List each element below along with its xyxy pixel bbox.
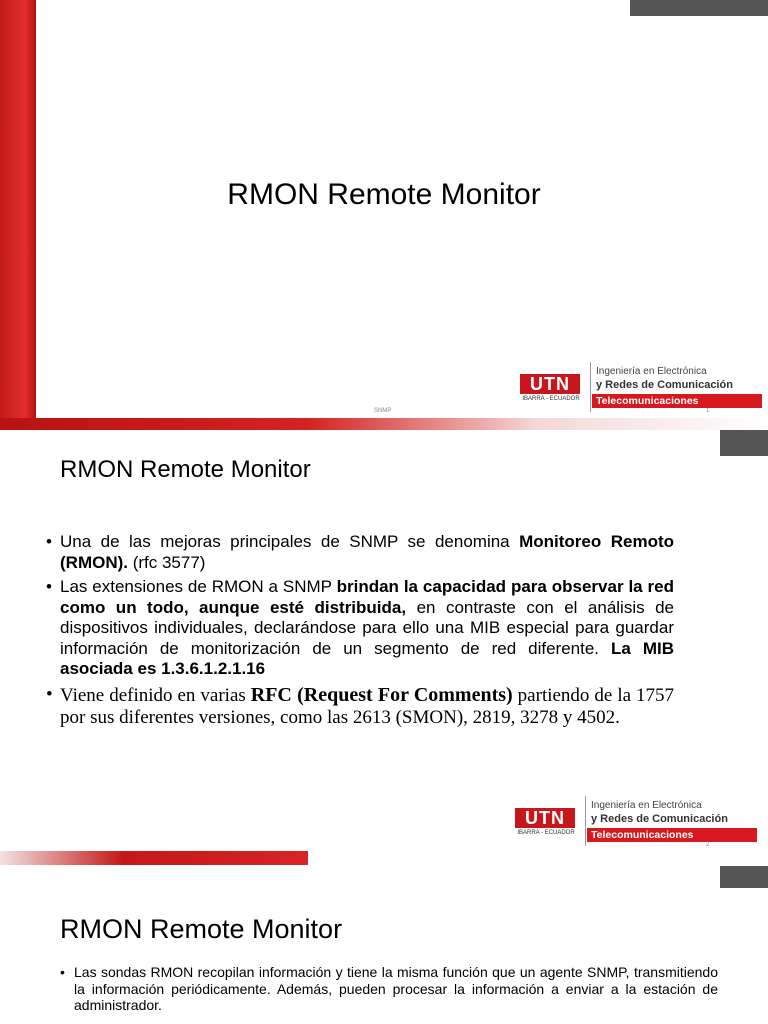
slide-1 [0, 0, 768, 418]
slide-footer: SNMP [374, 408, 392, 414]
list-item: • Las sondas RMON recopilan información y tiene la misma función que un agente SNMP, transmitiendo la información periódicamente. Además, pueden procesar la información a enviar a la estación de administrador. [60, 964, 718, 1014]
list-item: • Viene definido en varias RFC (Request For Comments) partiendo de la 1757 por sus diferentes versiones, como las 2613 (SMON), 2819, 3278 y 4502. [46, 684, 674, 729]
corner-dark-block [630, 0, 768, 16]
page-number: 2 [706, 842, 710, 848]
utn-mark: UTN IBARRA - ECUADOR [513, 808, 579, 844]
bullet-list [46, 532, 674, 729]
slide-title: RMON Remote Monitor [60, 456, 311, 483]
bullet-list [60, 964, 718, 1014]
slide-bottom-bar [0, 418, 768, 430]
utn-logo: UTN IBARRA - ECUADOR Ingeniería en Electrónica y Redes de Comunicación Telecomunicaciones [513, 794, 758, 848]
utn-mark: UTN IBARRA - ECUADOR [518, 374, 584, 410]
utn-logo: UTN IBARRA - ECUADOR Ingeniería en Electrónica y Redes de Comunicación Telecomunicaciones [518, 360, 763, 414]
slide-title: RMON Remote Monitor [60, 914, 343, 944]
slide-2 [0, 430, 768, 850]
slide-3 [0, 880, 768, 1024]
slide-bottom-bar [0, 851, 308, 865]
slide-title: RMON Remote Monitor [227, 178, 541, 211]
list-item: • Las extensiones de RMON a SNMP brindan la capacidad para observar la red como un todo, aunque esté distribuida, en contraste con el análisis de dispositivos individuales, declarándose para ello una MIB especial para guardar información de monitorización de un segmento de red diferente. La MIB asociada es 1.3.6.1.2.1.16 [46, 577, 674, 680]
list-item: • Una de las mejoras principales de SNMP se denomina Monitoreo Remoto (RMON). (rfc 3577) [46, 532, 674, 573]
page-number: 1 [706, 408, 710, 414]
